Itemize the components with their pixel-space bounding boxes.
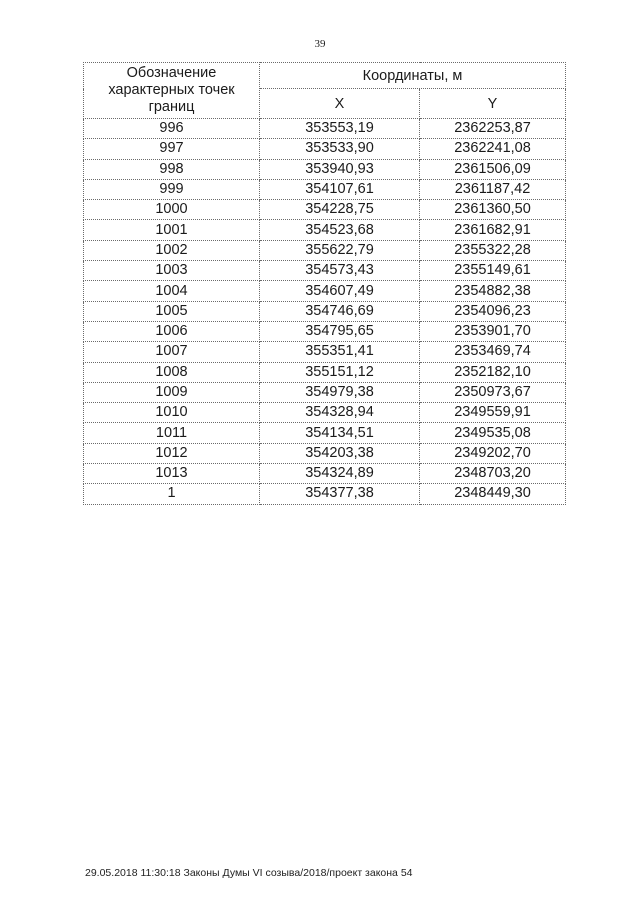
x-coordinate-cell: 353533,90: [260, 139, 420, 159]
y-coordinate-cell: 2353469,74: [420, 342, 566, 362]
x-coordinate-cell: 354134,51: [260, 423, 420, 443]
y-coordinate-cell: 2349202,70: [420, 443, 566, 463]
x-coordinate-cell: 354795,65: [260, 321, 420, 341]
table-body: [84, 119, 566, 505]
x-coordinate-cell: 354328,94: [260, 403, 420, 423]
document-footer: 29.05.2018 11:30:18 Законы Думы VI созыва/2018/проект закона 54: [85, 867, 413, 879]
point-id-cell: 1: [84, 484, 260, 504]
x-coordinate-cell: 354573,43: [260, 261, 420, 281]
point-id-cell: 1013: [84, 464, 260, 484]
table-row: [84, 342, 566, 362]
header-coordinates: Координаты, м: [260, 63, 566, 89]
x-coordinate-cell: 355351,41: [260, 342, 420, 362]
table-row: [84, 321, 566, 341]
y-coordinate-cell: 2348449,30: [420, 484, 566, 504]
y-coordinate-cell: 2362241,08: [420, 139, 566, 159]
y-coordinate-cell: 2350973,67: [420, 382, 566, 402]
point-id-cell: 1002: [84, 240, 260, 260]
coordinates-table: [83, 62, 566, 505]
table-row: [84, 484, 566, 504]
x-coordinate-cell: 353553,19: [260, 119, 420, 139]
y-coordinate-cell: 2361360,50: [420, 200, 566, 220]
y-coordinate-cell: 2362253,87: [420, 119, 566, 139]
table-row: [84, 281, 566, 301]
x-coordinate-cell: 353940,93: [260, 159, 420, 179]
x-coordinate-cell: 355151,12: [260, 362, 420, 382]
y-coordinate-cell: 2355322,28: [420, 240, 566, 260]
x-coordinate-cell: 354324,89: [260, 464, 420, 484]
table-row: [84, 261, 566, 281]
y-coordinate-cell: 2348703,20: [420, 464, 566, 484]
page-number: 39: [314, 38, 326, 50]
y-coordinate-cell: 2354096,23: [420, 301, 566, 321]
point-id-cell: 998: [84, 159, 260, 179]
x-coordinate-cell: 354523,68: [260, 220, 420, 240]
x-coordinate-cell: 354228,75: [260, 200, 420, 220]
point-id-cell: 1000: [84, 200, 260, 220]
point-id-cell: 1009: [84, 382, 260, 402]
point-id-cell: 1010: [84, 403, 260, 423]
x-coordinate-cell: 354203,38: [260, 443, 420, 463]
table-row: [84, 423, 566, 443]
table-row: [84, 301, 566, 321]
table-row: [84, 362, 566, 382]
x-coordinate-cell: 354607,49: [260, 281, 420, 301]
table-row: [84, 200, 566, 220]
x-coordinate-cell: 354107,61: [260, 179, 420, 199]
header-x: X: [260, 89, 420, 119]
y-coordinate-cell: 2349559,91: [420, 403, 566, 423]
table-header: [84, 63, 566, 119]
table-row: [84, 159, 566, 179]
point-id-cell: 1006: [84, 321, 260, 341]
point-id-cell: 1007: [84, 342, 260, 362]
x-coordinate-cell: 354746,69: [260, 301, 420, 321]
point-id-cell: 1008: [84, 362, 260, 382]
point-id-cell: 1005: [84, 301, 260, 321]
table-row: [84, 240, 566, 260]
y-coordinate-cell: 2352182,10: [420, 362, 566, 382]
table-row: [84, 139, 566, 159]
point-id-cell: 1011: [84, 423, 260, 443]
y-coordinate-cell: 2361682,91: [420, 220, 566, 240]
header-designation: Обозначение характерных точек границ: [84, 63, 260, 119]
point-id-cell: 996: [84, 119, 260, 139]
table-row: [84, 464, 566, 484]
table-row: [84, 220, 566, 240]
x-coordinate-cell: 355622,79: [260, 240, 420, 260]
y-coordinate-cell: 2353901,70: [420, 321, 566, 341]
header-y: Y: [420, 89, 566, 119]
y-coordinate-cell: 2361187,42: [420, 179, 566, 199]
table-row: [84, 119, 566, 139]
y-coordinate-cell: 2349535,08: [420, 423, 566, 443]
table-row: [84, 443, 566, 463]
point-id-cell: 999: [84, 179, 260, 199]
point-id-cell: 997: [84, 139, 260, 159]
table-row: [84, 179, 566, 199]
y-coordinate-cell: 2361506,09: [420, 159, 566, 179]
point-id-cell: 1012: [84, 443, 260, 463]
table-row: [84, 403, 566, 423]
point-id-cell: 1003: [84, 261, 260, 281]
point-id-cell: 1001: [84, 220, 260, 240]
x-coordinate-cell: 354377,38: [260, 484, 420, 504]
y-coordinate-cell: 2354882,38: [420, 281, 566, 301]
x-coordinate-cell: 354979,38: [260, 382, 420, 402]
point-id-cell: 1004: [84, 281, 260, 301]
table-row: [84, 382, 566, 402]
y-coordinate-cell: 2355149,61: [420, 261, 566, 281]
